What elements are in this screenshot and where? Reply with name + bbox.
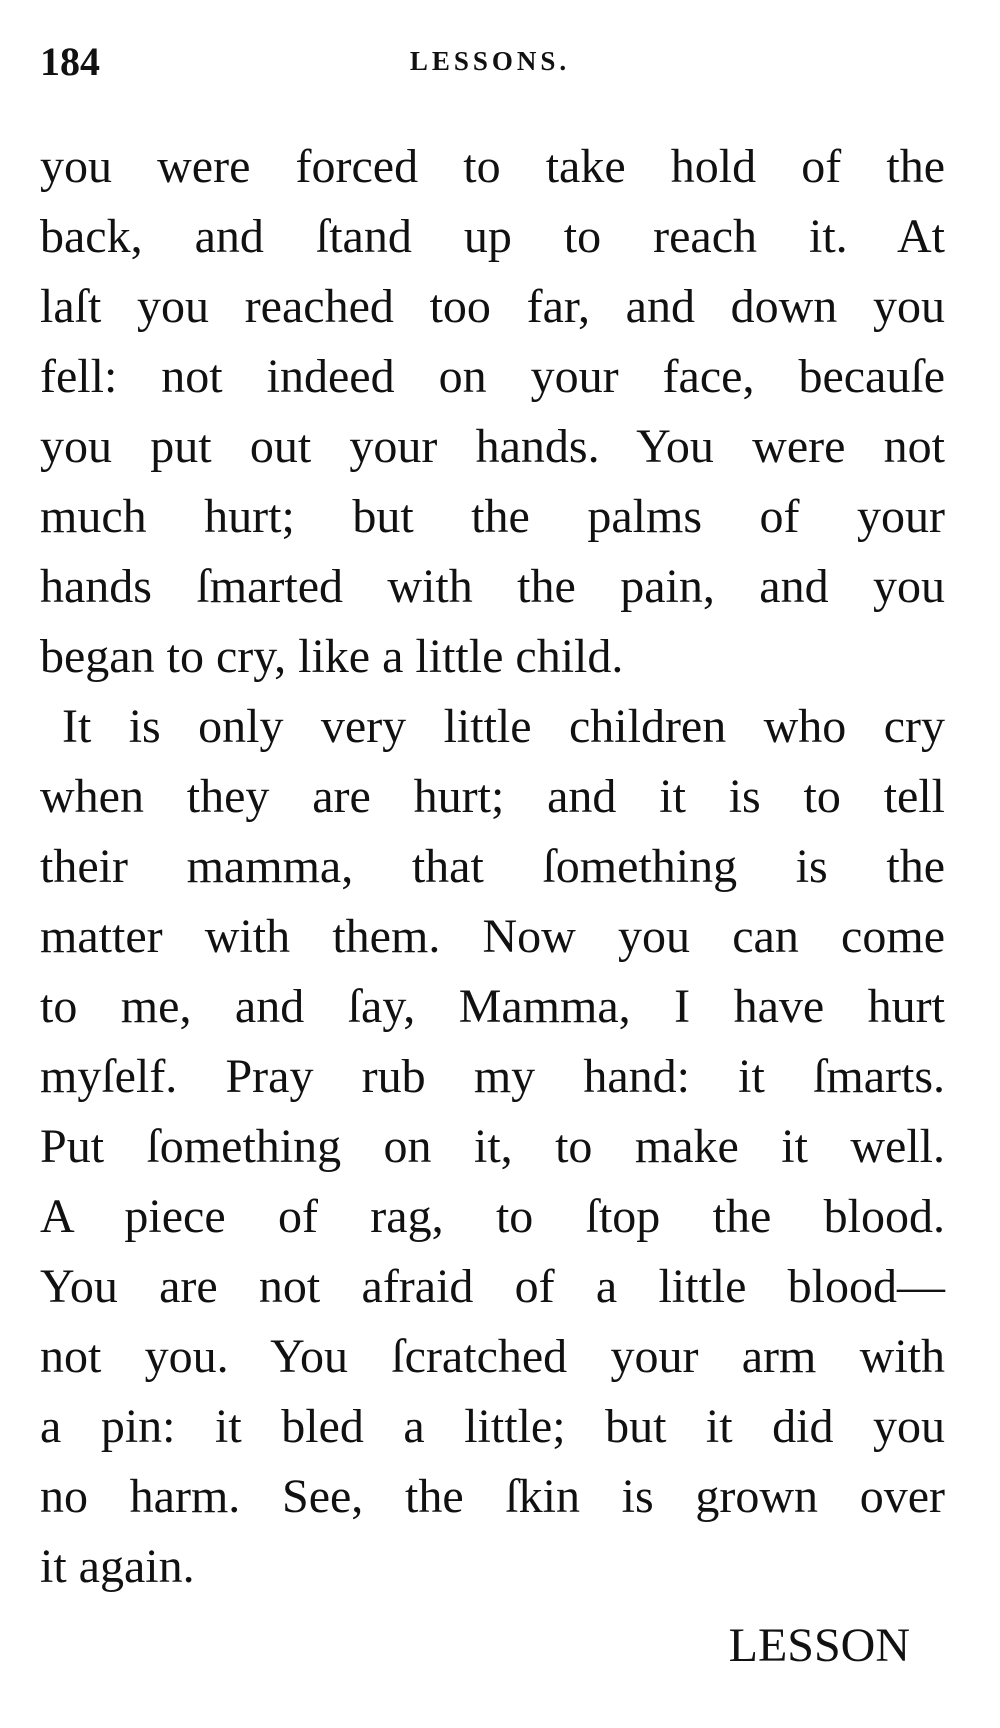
running-title: LESSONS. [409,46,571,76]
body-text [40,132,945,1602]
text-line: hands ſmarted with the pain, and you [40,560,945,613]
text-line: not you. You ſcratched your arm with [40,1330,945,1383]
text-line: Put ſomething on it, to make it well. [40,1120,945,1173]
text-line: it again. [40,1540,195,1593]
page-number: 184 [40,39,100,84]
text-line: A piece of rag, to ſtop the blood. [40,1190,945,1243]
text-line: It is only very little children who cry [62,700,945,753]
catchword: LESSON [728,1619,910,1672]
text-line: their mamma, that ſomething is the [40,840,945,893]
text-line: fell: not indeed on your face, becauſe [40,350,945,403]
text-line: back, and ſtand up to reach it. At [40,210,945,263]
text-line: matter with them. Now you can come [40,910,945,963]
running-head [40,38,940,88]
text-line: began to cry, like a little child. [40,630,624,683]
text-line: when they are hurt; and it is to tell [40,770,945,823]
text-line: no harm. See, the ſkin is grown over [40,1470,945,1523]
text-line: much hurt; but the palms of your [40,490,945,543]
text-line: to me, and ſay, Mamma, I have hurt [40,980,945,1033]
text-line: you put out your hands. You were not [40,420,945,473]
text-line: You are not afraid of a little blood— [40,1260,945,1313]
text-line: you were forced to take hold of the [40,140,945,193]
text-line: laſt you reached too far, and down you [40,280,945,333]
text-line: a pin: it bled a little; but it did you [40,1400,945,1453]
text-line: myſelf. Pray rub my hand: it ſmarts. [40,1050,945,1103]
